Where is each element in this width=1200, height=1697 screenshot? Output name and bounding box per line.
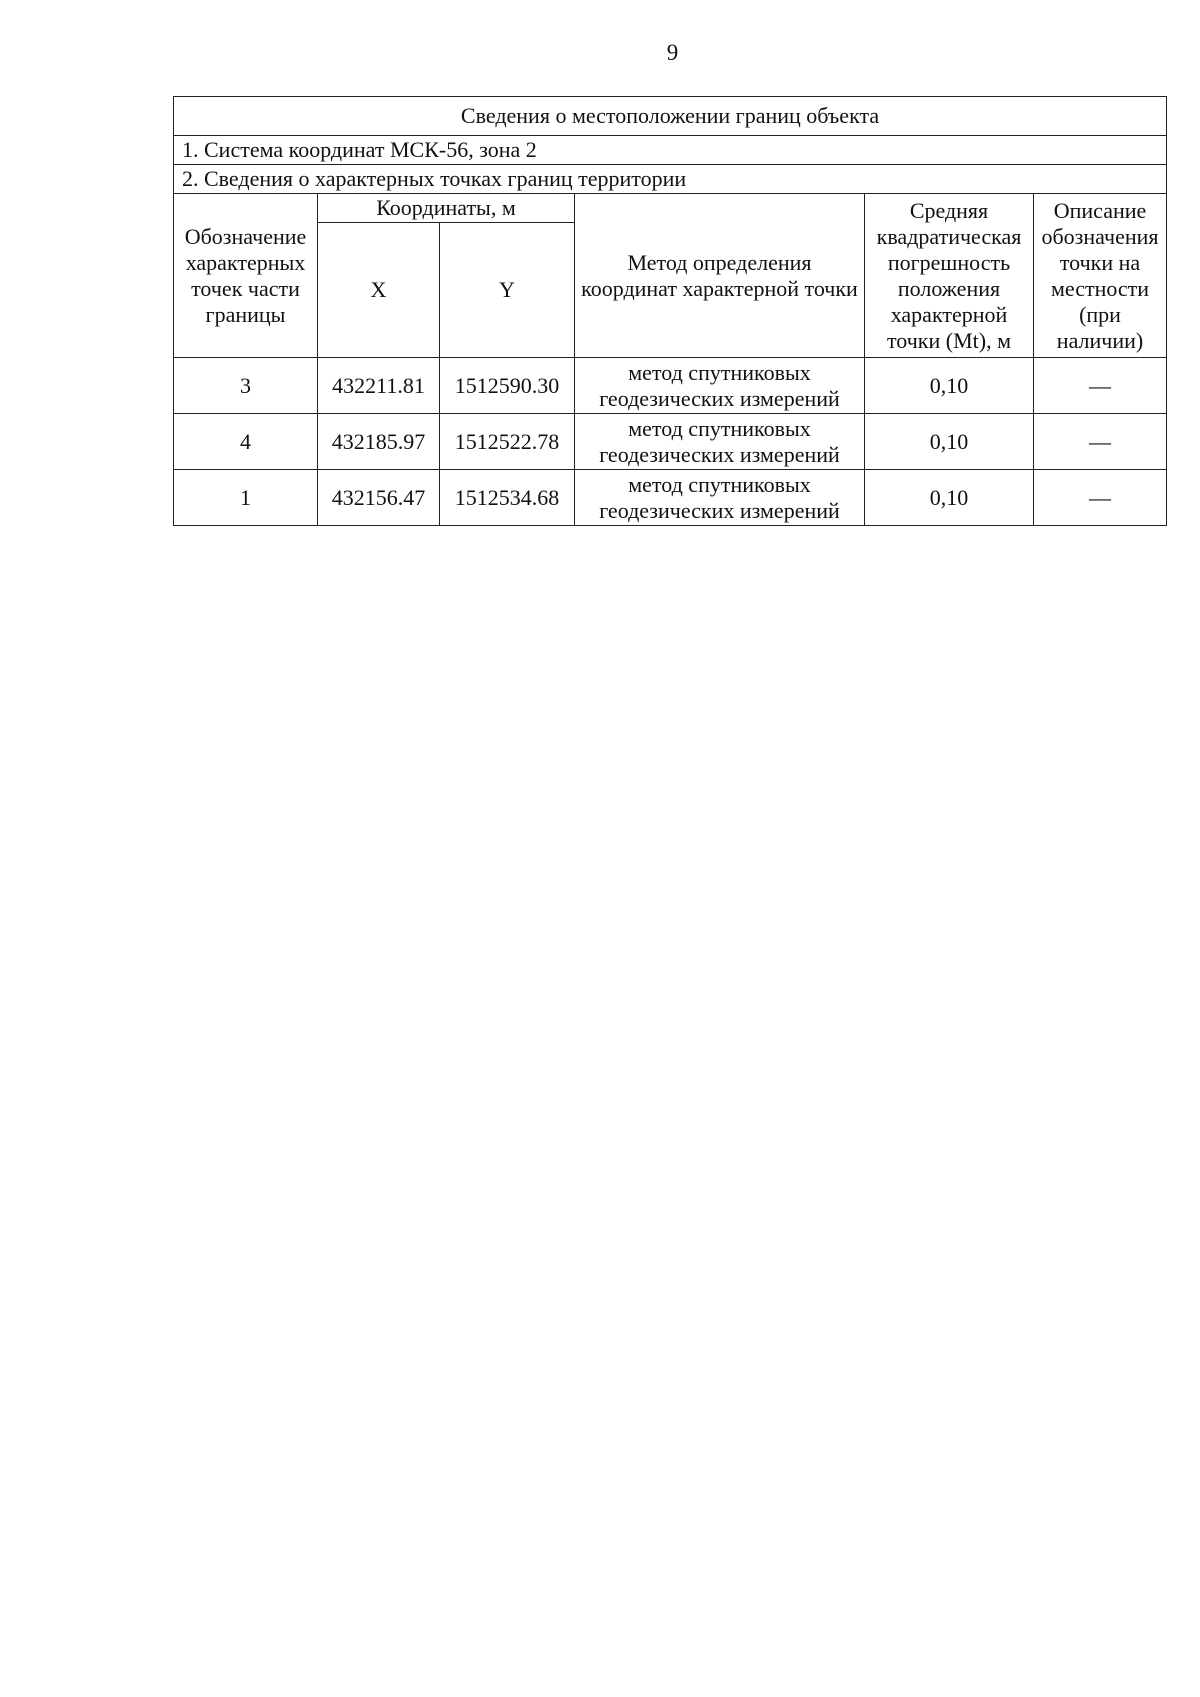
cell-description: — xyxy=(1034,470,1167,526)
cell-method: метод спутниковых геодезических измерений xyxy=(575,358,865,414)
cell-method: метод спутниковых геодезических измерений xyxy=(575,414,865,470)
header-y: Y xyxy=(440,223,575,358)
table-row xyxy=(174,414,1167,470)
table-title: Сведения о местоположении границ объекта xyxy=(174,97,1167,136)
cell-y: 1512534.68 xyxy=(440,470,575,526)
header-description: Описание обозначения точки на местности (при наличии) xyxy=(1034,194,1167,358)
points-section-row: 2. Сведения о характерных точках границ территории xyxy=(174,165,1167,194)
cell-point: 4 xyxy=(174,414,318,470)
cell-x: 432156.47 xyxy=(318,470,440,526)
header-designation: Обозначение характерных точек части границы xyxy=(174,194,318,358)
cell-error: 0,10 xyxy=(865,414,1034,470)
cell-error: 0,10 xyxy=(865,358,1034,414)
table-row xyxy=(174,470,1167,526)
cell-point: 1 xyxy=(174,470,318,526)
header-error: Средняя квадратическая погрешность положения характерной точки (Mt), м xyxy=(865,194,1034,358)
coordinate-system-row: 1. Система координат МСК-56, зона 2 xyxy=(174,136,1167,165)
page-number: 9 xyxy=(666,40,679,65)
cell-method: метод спутниковых геодезических измерений xyxy=(575,470,865,526)
cell-x: 432211.81 xyxy=(318,358,440,414)
cell-y: 1512522.78 xyxy=(440,414,575,470)
header-coordinates: Координаты, м xyxy=(318,194,575,223)
cell-y: 1512590.30 xyxy=(440,358,575,414)
table-row xyxy=(174,358,1167,414)
cell-error: 0,10 xyxy=(865,470,1034,526)
cell-x: 432185.97 xyxy=(318,414,440,470)
header-method: Метод определения координат характерной точки xyxy=(575,194,865,358)
cell-point: 3 xyxy=(174,358,318,414)
boundary-table xyxy=(173,96,1167,526)
cell-description: — xyxy=(1034,358,1167,414)
header-x: X xyxy=(318,223,440,358)
cell-description: — xyxy=(1034,414,1167,470)
